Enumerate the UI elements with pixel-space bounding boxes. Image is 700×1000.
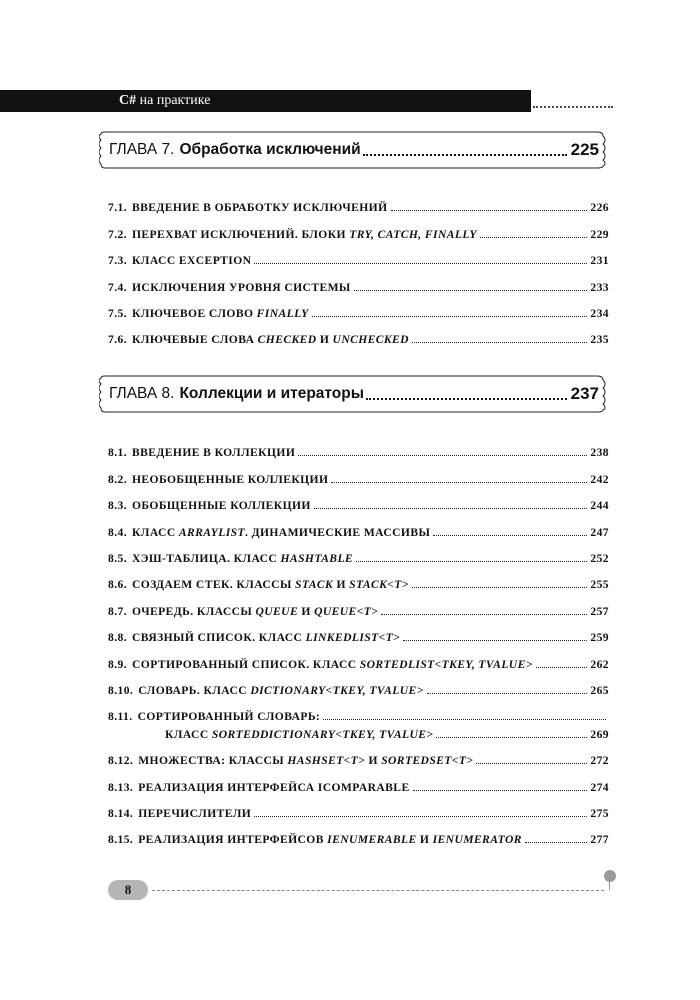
entry-page: 231 — [590, 254, 609, 268]
entry-title-italic: QUEUE — [255, 604, 299, 618]
entry-title-text: . ДИНАМИЧЕСКИЕ МАССИВЫ — [245, 525, 431, 539]
entry-number: 8.3. — [108, 499, 127, 513]
dot-leader — [298, 455, 587, 456]
entry-title — [165, 728, 433, 741]
entry-number: 8.11. — [108, 709, 133, 723]
chapter-number: ГЛАВА 7. — [109, 141, 175, 158]
toc-entry[interactable] — [108, 644, 609, 670]
entry-title — [132, 201, 388, 214]
footer-dashed-rule — [152, 890, 604, 891]
dot-leader — [331, 482, 587, 483]
entry-page: 272 — [590, 754, 609, 768]
toc-entry[interactable] — [108, 794, 609, 820]
entry-page: 242 — [590, 472, 609, 486]
toc-entry[interactable] — [108, 294, 609, 320]
entry-title-text: МНОЖЕСТВА: КЛАССЫ — [138, 754, 288, 768]
chapter-title: Обработка исключений — [179, 141, 361, 158]
entry-title-italic: SORTEDSET<T> — [381, 754, 474, 768]
toc-entry[interactable] — [108, 539, 609, 565]
entry-title — [132, 578, 409, 591]
entry-page: 269 — [590, 727, 609, 741]
entry-title-text: ВВЕДЕНИЕ В ОБРАБОТКУ ИСКЛЮЧЕНИЙ — [132, 201, 388, 215]
entry-page: 238 — [590, 446, 609, 460]
toc-entry[interactable] — [108, 241, 609, 267]
entry-title-italic: STACK — [295, 578, 334, 592]
dot-leader — [391, 210, 588, 211]
entry-title-italic: TRY, CATCH, FINALLY — [349, 227, 477, 241]
entry-title — [132, 605, 378, 618]
entry-title-text: И — [416, 833, 433, 847]
entry-title — [138, 710, 321, 723]
entry-page: 259 — [590, 631, 609, 645]
page-number-badge: 8 — [108, 880, 148, 900]
entry-number: 8.7. — [108, 604, 127, 618]
entry-title-text: ВВЕДЕНИЕ В КОЛЛЕКЦИИ — [132, 446, 296, 460]
entry-title-text: ХЭШ-ТАБЛИЦА. КЛАСС — [132, 551, 281, 565]
chapter-page: 225 — [570, 140, 599, 159]
entry-number: 7.5. — [108, 306, 127, 320]
entry-title-text: ИСКЛЮЧЕНИЯ УРОВНЯ СИСТЕМЫ — [132, 280, 351, 294]
entry-title-italic: QUEUE<T> — [314, 604, 379, 618]
entry-number: 8.6. — [108, 578, 127, 592]
entry-title — [132, 631, 400, 644]
entry-title-text: КЛЮЧЕВОЕ СЛОВО — [132, 306, 257, 320]
entry-title-text: СОРТИРОВАННЫЙ СПИСОК. КЛАСС — [132, 657, 360, 671]
entry-page: 233 — [590, 280, 609, 294]
dot-leader — [412, 342, 587, 343]
toc-entry[interactable] — [108, 767, 609, 793]
entry-title-text: И — [333, 578, 350, 592]
entry-number: 8.9. — [108, 657, 127, 671]
entry-title-text: ОБОБЩЕННЫЕ КОЛЛЕКЦИИ — [132, 499, 311, 513]
entry-title — [132, 658, 533, 671]
dot-leader — [254, 263, 587, 264]
chapter-title: Коллекции и итераторы — [179, 385, 364, 402]
entry-page: 235 — [590, 333, 609, 347]
dot-leader — [254, 816, 587, 817]
entry-page: 262 — [590, 657, 609, 671]
entry-title — [132, 281, 351, 294]
entry-page: 265 — [590, 683, 609, 697]
entry-title-text: КЛАСС — [165, 727, 212, 741]
chapter-8-heading — [109, 374, 599, 414]
entry-title-italic: HASHSET<T> — [287, 754, 366, 768]
entry-number: 7.1. — [108, 201, 127, 215]
entry-title-text: РЕАЛИЗАЦИЯ ИНТЕРФЕЙСОВ — [138, 833, 328, 847]
entry-title-italic: STACK<T> — [349, 578, 409, 592]
entry-title — [132, 446, 295, 459]
dot-leader — [312, 316, 588, 317]
entry-title-text: СОЗДАЕМ СТЕК. КЛАССЫ — [132, 578, 296, 592]
entry-page: 247 — [590, 525, 609, 539]
entry-title-text: ПЕРЕЧИСЛИТЕЛИ — [138, 807, 252, 821]
entry-number: 8.13. — [108, 780, 134, 794]
running-header-bar — [0, 90, 531, 112]
entry-title-text: ПЕРЕХВАТ ИСКЛЮЧЕНИЙ. БЛОКИ — [132, 227, 350, 241]
entry-title — [132, 228, 477, 241]
chapter-7-heading — [109, 130, 599, 170]
entry-number: 7.6. — [108, 333, 127, 347]
dot-leader — [314, 508, 588, 509]
toc-entry[interactable] — [108, 320, 609, 346]
toc-entry[interactable] — [108, 820, 609, 846]
dot-leader — [363, 154, 567, 156]
entry-page: 234 — [590, 306, 609, 320]
entry-number: 7.3. — [108, 254, 127, 268]
entry-title-italic: IENUMERABLE — [327, 833, 417, 847]
entry-page: 275 — [590, 807, 609, 821]
entry-title-italic: CHECKED — [257, 333, 317, 347]
chapter-8-entries — [108, 433, 609, 846]
entry-title-text: И — [365, 754, 382, 768]
entry-title — [132, 526, 430, 539]
dot-leader — [366, 398, 567, 400]
dot-leader — [525, 842, 588, 843]
entry-page: 255 — [590, 578, 609, 592]
chapter-page: 237 — [570, 384, 599, 403]
entry-title — [138, 833, 522, 846]
entry-title-text: КЛЮЧЕВЫЕ СЛОВА — [132, 333, 258, 347]
entry-title-italic: SORTEDLIST<TKEY, TVALUE> — [359, 657, 533, 671]
chapter-8-box — [99, 374, 609, 414]
entry-title — [132, 499, 311, 512]
entry-number: 8.5. — [108, 551, 127, 565]
entry-number: 8.4. — [108, 525, 127, 539]
toc-entry[interactable] — [108, 741, 609, 767]
entry-number: 7.2. — [108, 227, 127, 241]
entry-page: 244 — [590, 499, 609, 513]
entry-title-text: И — [298, 604, 315, 618]
entry-title-text: И — [316, 333, 333, 347]
entry-title — [132, 307, 309, 320]
entry-number: 8.15. — [108, 833, 134, 847]
toc-entry[interactable] — [108, 214, 609, 240]
toc-entry[interactable] — [108, 267, 609, 293]
entry-number: 8.2. — [108, 472, 127, 486]
dot-leader — [354, 290, 588, 291]
dot-leader — [403, 640, 587, 641]
toc-entry[interactable] — [108, 591, 609, 617]
entry-title-text: СЛОВАРЬ. КЛАСС — [138, 683, 251, 697]
header-dotted-rule — [533, 106, 613, 108]
entry-page: 226 — [590, 201, 609, 215]
toc-entry[interactable] — [108, 512, 609, 538]
dot-leader — [323, 719, 606, 720]
entry-title — [138, 781, 409, 794]
dot-leader — [436, 737, 587, 738]
entry-title-italic: IENUMERATOR — [432, 833, 522, 847]
entry-title — [132, 473, 328, 486]
entry-title — [132, 333, 409, 346]
dot-leader — [480, 237, 588, 238]
entry-title — [132, 254, 251, 267]
entry-number: 8.10. — [108, 683, 134, 697]
dot-leader — [381, 614, 587, 615]
running-header-title: C# на практике — [119, 93, 211, 108]
entry-number: 8.8. — [108, 631, 127, 645]
dot-leader — [476, 763, 587, 764]
entry-title-text: СВЯЗНЫЙ СПИСОК. КЛАСС — [132, 631, 306, 645]
entry-title — [138, 807, 251, 820]
chapter-7-entries — [108, 188, 609, 346]
entry-number: 8.1. — [108, 446, 127, 460]
toc-entry[interactable] — [108, 671, 609, 697]
toc-entry[interactable] — [108, 433, 609, 459]
entry-title — [138, 754, 473, 767]
footer-pin-stem — [609, 882, 610, 890]
toc-entry[interactable] — [108, 697, 609, 741]
entry-title-italic: ARRAYLIST — [178, 525, 245, 539]
entry-title-italic: SORTEDDICTIONARY<TKEY, TVALUE> — [211, 727, 434, 741]
entry-title-text: НЕОБОБЩЕННЫЕ КОЛЛЕКЦИИ — [132, 472, 329, 486]
entry-title — [132, 552, 353, 565]
entry-title — [138, 684, 424, 697]
dot-leader — [536, 667, 588, 668]
entry-page: 277 — [590, 833, 609, 847]
entry-title-text: КЛАСС EXCEPTION — [132, 254, 252, 268]
entry-number: 8.12. — [108, 754, 134, 768]
toc-entry[interactable] — [108, 188, 609, 214]
dot-leader — [412, 587, 588, 588]
dot-leader — [427, 693, 588, 694]
entry-title-italic: UNCHECKED — [332, 333, 409, 347]
footer-pin-icon — [604, 870, 616, 882]
entry-title-text: СОРТИРОВАННЫЙ СЛОВАРЬ: — [137, 709, 321, 723]
entry-title-italic: FINALLY — [256, 306, 309, 320]
chapter-7-box — [99, 130, 609, 170]
entry-title-italic: HASHTABLE — [280, 551, 354, 565]
entry-page: 257 — [590, 604, 609, 618]
entry-page: 274 — [590, 780, 609, 794]
entry-title-italic: LINKEDLIST<T> — [305, 631, 401, 645]
entry-page: 252 — [590, 551, 609, 565]
entry-title-italic: DICTIONARY<TKEY, TVALUE> — [250, 683, 424, 697]
entry-title-text: КЛАСС — [132, 525, 179, 539]
dot-leader — [413, 790, 588, 791]
entry-page: 229 — [590, 227, 609, 241]
toc-entry[interactable] — [108, 618, 609, 644]
toc-entry[interactable] — [108, 565, 609, 591]
toc-entry[interactable] — [108, 459, 609, 485]
entry-title-text: ОЧЕРЕДЬ. КЛАССЫ — [132, 604, 256, 618]
dot-leader — [433, 535, 587, 536]
entry-number: 8.14. — [108, 807, 134, 821]
toc-entry[interactable] — [108, 486, 609, 512]
chapter-number: ГЛАВА 8. — [109, 385, 175, 402]
dot-leader — [356, 561, 587, 562]
entry-title-text: РЕАЛИЗАЦИЯ ИНТЕРФЕЙСА ICOMPARABLE — [138, 780, 410, 794]
entry-number: 7.4. — [108, 280, 127, 294]
